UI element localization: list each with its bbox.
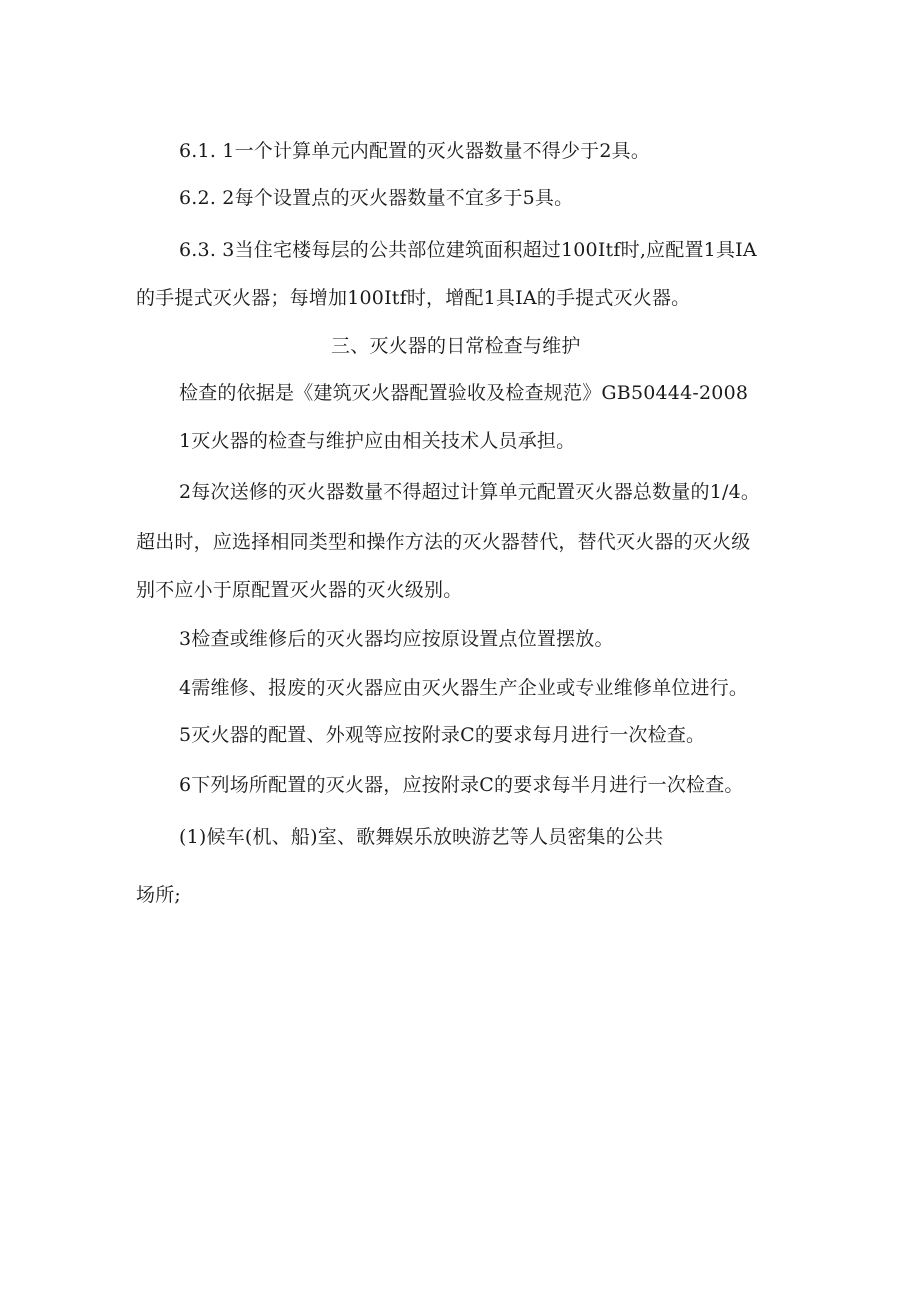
paragraph-6-1: 6.1. 1一个计算单元内配置的灭火器数量不得少于2具。: [179, 140, 651, 162]
section-heading: 三、灭火器的日常检查与维护: [331, 335, 581, 357]
item-4: 4需维修、报废的灭火器应由灭火器生产企业或专业维修单位进行。: [179, 677, 749, 699]
paragraph-6-3-line-2: 的手提式灭火器；每增加100Itf时，增配1具IA的手提式灭火器。: [136, 287, 691, 309]
item-2-line-2: 超出时，应选择相同类型和操作方法的灭火器替代，替代灭火器的灭火级: [136, 531, 751, 553]
item-7-line-1: (1)候车(机、船)室、歌舞娱乐放映游艺等人员密集的公共: [179, 826, 664, 848]
item-7-line-2: 场所;: [136, 884, 182, 906]
basis-line: 检查的依据是《建筑灭火器配置验收及检查规范》GB50444-2008: [179, 382, 749, 404]
paragraph-6-2: 6.2. 2每个设置点的灭火器数量不宜多于5具。: [179, 187, 574, 209]
item-2-line-3: 别不应小于原配置灭火器的灭火级别。: [136, 579, 463, 601]
paragraph-6-3-line-1: 6.3. 3当住宅楼每层的公共部位建筑面积超过100Itf时,应配置1具IA: [179, 239, 757, 261]
item-5: 5灭火器的配置、外观等应按附录C的要求每月进行一次检查。: [179, 724, 706, 746]
item-3: 3检查或维修后的灭火器均应按原设置点位置摆放。: [179, 628, 614, 650]
item-2-line-1: 2每次送修的灭火器数量不得超过计算单元配置灭火器总数量的1/4。: [179, 481, 761, 503]
item-6: 6下列场所配置的灭火器，应按附录C的要求每半月进行一次检查。: [179, 774, 744, 796]
item-1: 1灭火器的检查与维护应由相关技术人员承担。: [179, 430, 576, 452]
